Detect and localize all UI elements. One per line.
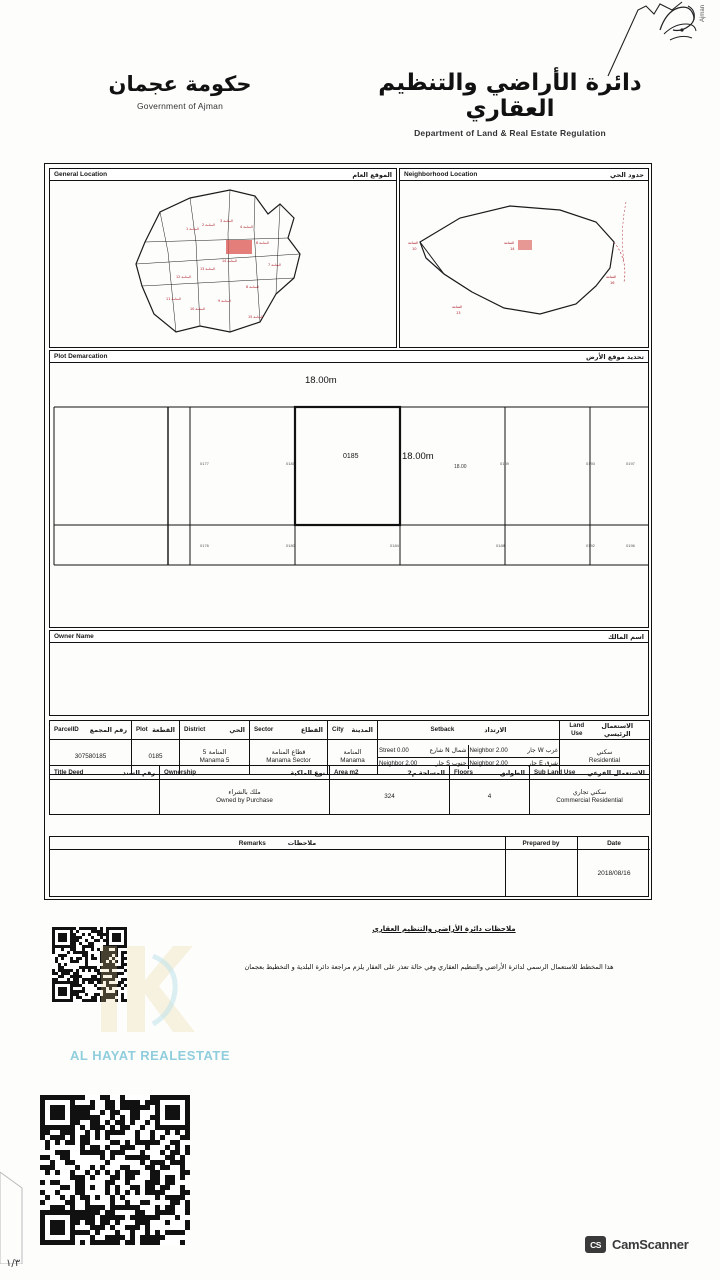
svg-text:المنامة 8: المنامة 8 <box>246 285 259 289</box>
prepared-by-value <box>505 849 577 897</box>
svg-text:المنامة 10: المنامة 10 <box>190 307 206 311</box>
owner-name-header <box>49 630 649 643</box>
plan-frame <box>44 163 652 900</box>
header-area-en: Area m2 <box>334 768 359 776</box>
value-sub-land-use-ar: سكني تجاري <box>572 789 607 797</box>
value-city-ar: المنامة <box>343 749 362 757</box>
header-ownership-ar: نوع الملكية <box>290 768 325 777</box>
value-sector-ar: قطاع المنامة <box>271 749 306 757</box>
value-ownership-en: Owned by Purchase <box>216 797 273 804</box>
remarks-body <box>50 849 506 897</box>
plot-top-dimension: 18.00m <box>305 375 337 386</box>
svg-text:المنامة 3: المنامة 3 <box>220 219 233 223</box>
department-notes <box>44 905 652 1005</box>
svg-text:14: 14 <box>510 247 515 251</box>
svg-text:المنامة: المنامة <box>452 305 463 309</box>
general-location-panel <box>49 168 397 348</box>
prepared-by-label: Prepared by <box>522 839 560 847</box>
value-city-en: Manama <box>340 757 365 764</box>
department-logo-ar: دائرة الأراضي والتنظيم العقاري <box>378 70 642 122</box>
ajman-government-logo <box>80 72 280 111</box>
value-district-ar: المنامة 5 <box>202 749 227 757</box>
camscanner-label: CamScanner <box>612 1237 689 1252</box>
value-district-en: Manama 5 <box>199 757 230 764</box>
header-ownership <box>160 766 330 780</box>
ajman-government-logo-ar: حكومة عجمان <box>108 72 252 96</box>
plot-demarcation-label-ar: تحديد موقع الأرض <box>586 352 644 361</box>
value-area: 324 <box>330 780 450 815</box>
header-ownership-en: Ownership <box>164 768 196 776</box>
svg-text:0192: 0192 <box>586 543 595 548</box>
svg-text:المنامة 12: المنامة 12 <box>176 275 192 279</box>
header-sub-land-use-en: Sub Land Use <box>534 768 576 776</box>
header-parcel-id-ar: رقم المجمع <box>89 726 127 734</box>
svg-text:المنامة: المنامة <box>504 241 515 245</box>
value-plot: 0185 <box>132 740 180 775</box>
general-location-label-en: General Location <box>54 171 108 178</box>
value-ownership-ar: ملك بالشراء <box>228 789 261 797</box>
general-location-header <box>49 168 397 181</box>
svg-text:المنامة 15: المنامة 15 <box>248 315 264 319</box>
date-label: Date <box>607 839 621 847</box>
svg-text:0196: 0196 <box>626 543 635 548</box>
camscanner-badge-icon: CS <box>585 1236 606 1253</box>
svg-text:المنامة 7: المنامة 7 <box>268 263 281 267</box>
header-district <box>180 721 250 740</box>
value-ownership <box>160 780 330 815</box>
svg-text:المنامة 2: المنامة 2 <box>202 223 215 227</box>
camscanner-footer <box>585 1236 688 1253</box>
table-header-row <box>50 721 650 740</box>
deed-info-table <box>49 765 649 815</box>
svg-text:0184: 0184 <box>390 543 399 548</box>
header-sub-land-use-ar: الاستعمال الفرعي <box>587 768 645 777</box>
header-parcel-id-en: ParcelID <box>54 726 79 734</box>
plot-right-dimension-small: 18.00 <box>454 464 467 470</box>
ajman-government-logo-en: Government of Ajman <box>136 101 223 111</box>
value-land-use-ar: سكني <box>596 749 613 757</box>
header-setback-ar: الارتداد <box>484 726 507 734</box>
neighborhood-location-panel <box>399 168 649 348</box>
header-sector <box>250 721 328 740</box>
side-margin-note: Ajman <box>700 4 706 22</box>
notes-title: ملاحظات دائرة الأراضي والتنظيم العقاري <box>372 925 516 933</box>
setback-south: Neighbor 2.00 جنوب S جار <box>378 758 469 770</box>
header-sector-en: Sector <box>254 726 274 734</box>
header-floors-ar: الطوابق <box>499 768 525 777</box>
qr-code-bottom <box>40 1095 190 1245</box>
svg-text:13: 13 <box>456 311 461 315</box>
svg-text:0193: 0193 <box>586 461 595 466</box>
header-land-use-ar: الاستعمال الرئيسي <box>601 722 634 738</box>
header-plot-en: Plot <box>136 726 148 734</box>
value-floors: 4 <box>450 780 530 815</box>
header-plot-ar: القطعة <box>152 726 175 734</box>
svg-text:0181: 0181 <box>286 461 295 466</box>
svg-text:المنامة 6: المنامة 6 <box>256 241 269 245</box>
header-plot <box>132 721 180 740</box>
header-setback <box>378 721 560 740</box>
svg-text:0197: 0197 <box>626 461 635 466</box>
table2-value-row <box>50 780 650 815</box>
header-setback-en: Setback <box>430 726 455 734</box>
svg-text:المنامة 14: المنامة 14 <box>222 259 238 263</box>
header-city-ar: المدينة <box>351 726 373 734</box>
svg-text:16: 16 <box>610 281 615 285</box>
value-sub-land-use-en: Commercial Residential <box>556 797 623 804</box>
watermark-text: AL HAYAT REALESTATE <box>70 1048 230 1063</box>
svg-text:المنامة: المنامة <box>606 275 617 279</box>
header-sub-land-use <box>530 766 650 780</box>
header-city-en: City <box>332 726 344 734</box>
svg-text:المنامة 4: المنامة 4 <box>240 225 253 229</box>
plot-number-label: 0185 <box>343 453 359 460</box>
svg-text:0188: 0188 <box>496 543 505 548</box>
neighborhood-location-header <box>399 168 649 181</box>
emblem-icon <box>598 0 708 78</box>
svg-text:0180: 0180 <box>286 543 295 548</box>
remarks-panel <box>49 836 649 897</box>
header-sector-ar: القطاع <box>300 726 323 734</box>
value-land-use-en: Residential <box>588 757 621 764</box>
header-area <box>330 766 450 780</box>
header-title-deed <box>50 766 160 780</box>
department-logo <box>350 70 670 138</box>
owner-name-panel <box>49 630 649 716</box>
remarks-label-ar: ملاحظات <box>287 839 317 847</box>
value-title-deed <box>50 780 160 815</box>
table2-header-row <box>50 766 650 780</box>
page-corner-fold <box>0 1172 26 1264</box>
plot-right-dimension: 18.00m <box>402 451 434 462</box>
header-district-ar: الحي <box>229 726 245 734</box>
qr-code-top <box>52 927 128 1003</box>
neighborhood-location-label-ar: حدود الحي <box>609 170 644 179</box>
svg-text:0177: 0177 <box>200 461 209 466</box>
svg-text:0176: 0176 <box>200 543 209 548</box>
neighborhood-location-label-en: Neighborhood Location <box>404 171 478 178</box>
plot-demarcation-panel <box>49 350 649 628</box>
notes-body: هذا المخطط للاستعمال الرسمي لدائرة الأراضي والتنظيم العقاري وفي حالة تعذر على العقار يلزم مراجعة دائرة البلدية و التخطيط بعجمان <box>244 963 614 971</box>
date-value: 2018/08/16 <box>597 869 631 877</box>
value-parcel-id: 307580185 <box>50 740 132 775</box>
svg-text:المنامة 9: المنامة 9 <box>218 299 231 303</box>
value-sub-land-use <box>530 780 650 815</box>
header-title-deed-ar: رقم السند <box>122 768 155 777</box>
value-sector-en: Manama Sector <box>266 757 311 764</box>
document-header <box>0 0 720 150</box>
page-number: ١/٣ <box>6 1258 21 1269</box>
header-land-use <box>560 721 650 740</box>
general-location-label-ar: الموقع العام <box>352 170 392 179</box>
svg-text:0189: 0189 <box>500 461 509 466</box>
header-land-use-en: Land Use <box>569 722 585 737</box>
header-city <box>328 721 378 740</box>
svg-text:المنامة 11: المنامة 11 <box>166 297 182 301</box>
neighborhood-location-map <box>400 182 648 348</box>
prepared-date-values <box>505 849 650 897</box>
header-floors <box>450 766 530 780</box>
header-floors-en: Floors <box>454 768 473 776</box>
department-logo-en: Department of Land & Real Estate Regulation <box>414 128 606 138</box>
header-title-deed-en: Title Deed <box>54 768 84 776</box>
svg-text:المنامة 1: المنامة 1 <box>186 227 199 231</box>
general-location-map <box>50 182 396 348</box>
header-district-en: District <box>184 726 206 734</box>
setback-east: Neighbor 2.00 شرق E جار <box>469 759 558 767</box>
svg-text:المنامة 13: المنامة 13 <box>200 267 216 271</box>
svg-text:10: 10 <box>412 247 417 251</box>
plot-demarcation-drawing <box>50 365 648 627</box>
header-area-ar: المساحة م2 <box>407 768 445 777</box>
svg-text:المنامة: المنامة <box>408 241 419 245</box>
owner-name-label-ar: اسم المالك <box>608 632 644 641</box>
plot-demarcation-header <box>49 350 649 363</box>
header-parcel-id <box>50 721 132 740</box>
setback-north: Street 0.00 شمال N شارع <box>378 745 469 758</box>
owner-name-label-en: Owner Name <box>54 633 94 640</box>
remarks-label-en: Remarks <box>238 839 266 847</box>
plot-demarcation-label-en: Plot Demarcation <box>54 353 108 360</box>
setback-west: Neighbor 2.00 غرب W جار <box>469 745 560 758</box>
